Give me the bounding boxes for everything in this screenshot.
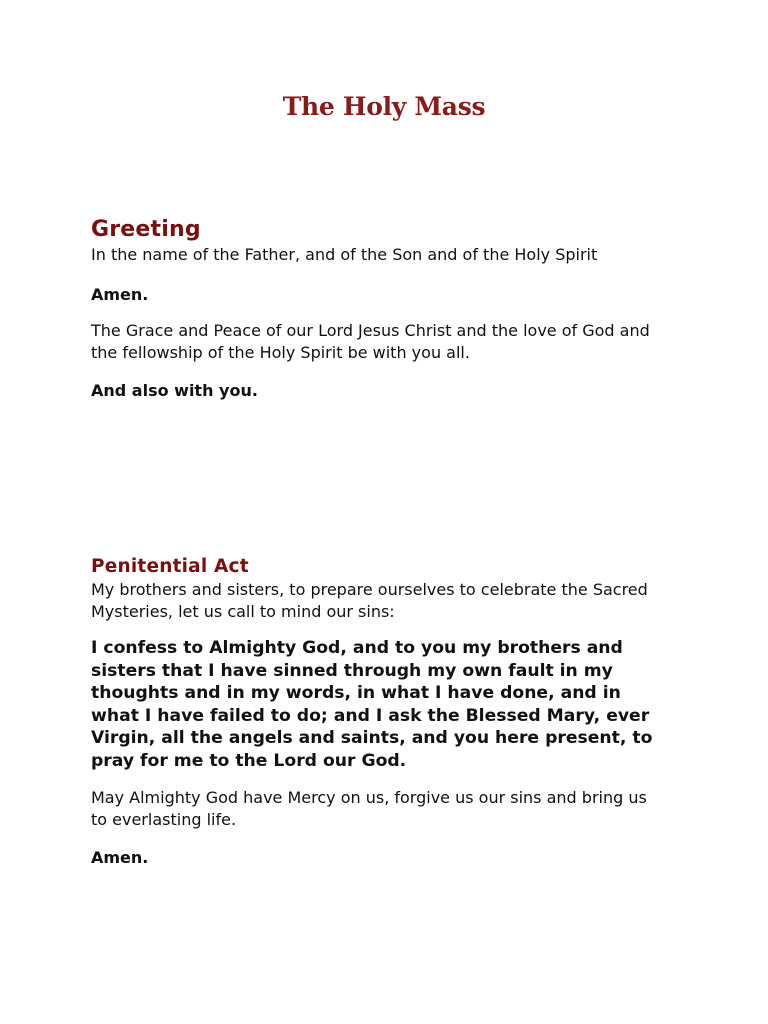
greeting-salutation: The Grace and Peace of our Lord Jesus Christ and the love of God and the fellowship of the Holy Spirit be with you all. (91, 321, 650, 362)
greeting-invocation: In the name of the Father, and of the Son and of the Holy Spirit (91, 245, 598, 264)
greeting-section (91, 216, 691, 402)
confiteor-prayer: I confess to Almighty God, and to you my brothers and sisters that I have sinned through my own fault in my thoughts and in my words, in what I have done, and in what I have failed to do; and I ask the Blessed Mary, ever Virgin, all the angels and saints, and you here present, to pray for me to the Lord our God. (91, 638, 653, 771)
penitential-section (91, 555, 691, 869)
greeting-response-amen: Amen. (91, 285, 149, 304)
penitential-response-amen: Amen. (91, 848, 149, 867)
greeting-heading: Greeting (91, 217, 201, 242)
absolution-prayer: May Almighty God have Mercy on us, forgive us our sins and bring us to everlasting life. (91, 788, 647, 829)
penitential-heading: Penitential Act (91, 556, 249, 577)
penitential-invitation: My brothers and sisters, to prepare ourselves to celebrate the Sacred Mysteries, let us call to mind our sins: (91, 580, 648, 621)
greeting-response-also: And also with you. (91, 381, 258, 400)
page-title: The Holy Mass (282, 92, 486, 121)
